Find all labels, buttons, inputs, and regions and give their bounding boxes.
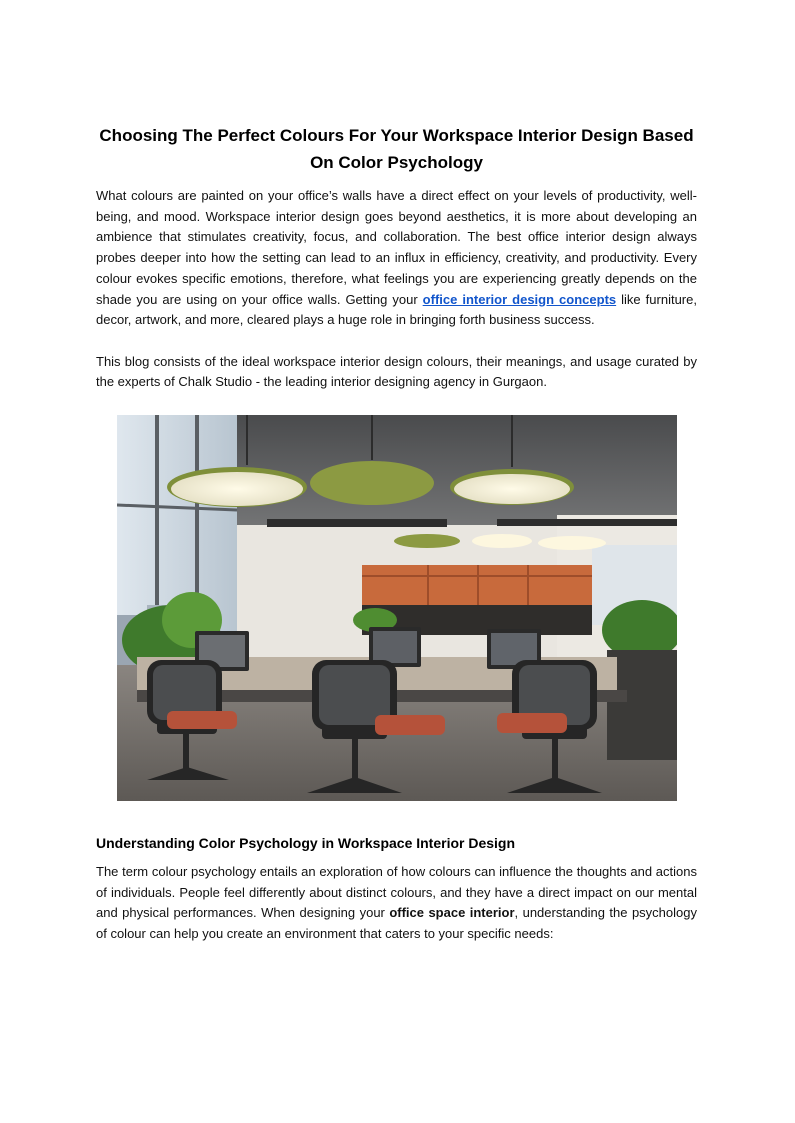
section-paragraph <box>96 862 697 945</box>
page-title: Choosing The Perfect Colours For Your Workspace Interior Design Based On Color Psychology <box>99 126 694 172</box>
office-interior-photo <box>117 415 677 801</box>
section-text: The term colour psychology entails an exploration of how colours can influence the thoughts and actions of individuals. People feel differently about distinct colours, and they have a direct impact on our mental and physical performances. When designing your <box>96 864 697 921</box>
intro-text: What colours are painted on your office’s walls have a direct effect on your levels of productivity, well-being, and mood. Workspace interior design goes beyond aesthetics, it is more about developing an ambience that stimulates creativity, focus, and collaboration. The best office interior design always probes deeper into how the setting can lead to an influx in efficiency, creativity, and productivity. Every colour evokes specific emotions, therefore, what feelings you are experiencing greatly depends on the shade you are using on your office walls. Getting your <box>96 188 697 307</box>
blog-paragraph: This blog consists of the ideal workspace interior design colours, their meanings, and usage curated by the experts of Chalk Studio - the leading interior designing agency in Gurgaon. <box>96 353 697 390</box>
intro-paragraph <box>96 186 697 331</box>
office-interior-design-concepts-link[interactable]: office interior design concepts <box>422 291 617 307</box>
intro-text-continued: like furniture, decor, artwork, and more, cleared plays a huge role in bringing forth business success. <box>96 291 697 328</box>
document-content <box>96 122 697 945</box>
office-space-interior-emphasis: office space interior <box>389 905 515 921</box>
section-heading: Understanding Color Psychology in Workspace Interior Design <box>96 835 516 852</box>
section-text-continued: , understanding the psychology of colour can help you create an environment that caters to your specific needs: <box>96 905 697 942</box>
